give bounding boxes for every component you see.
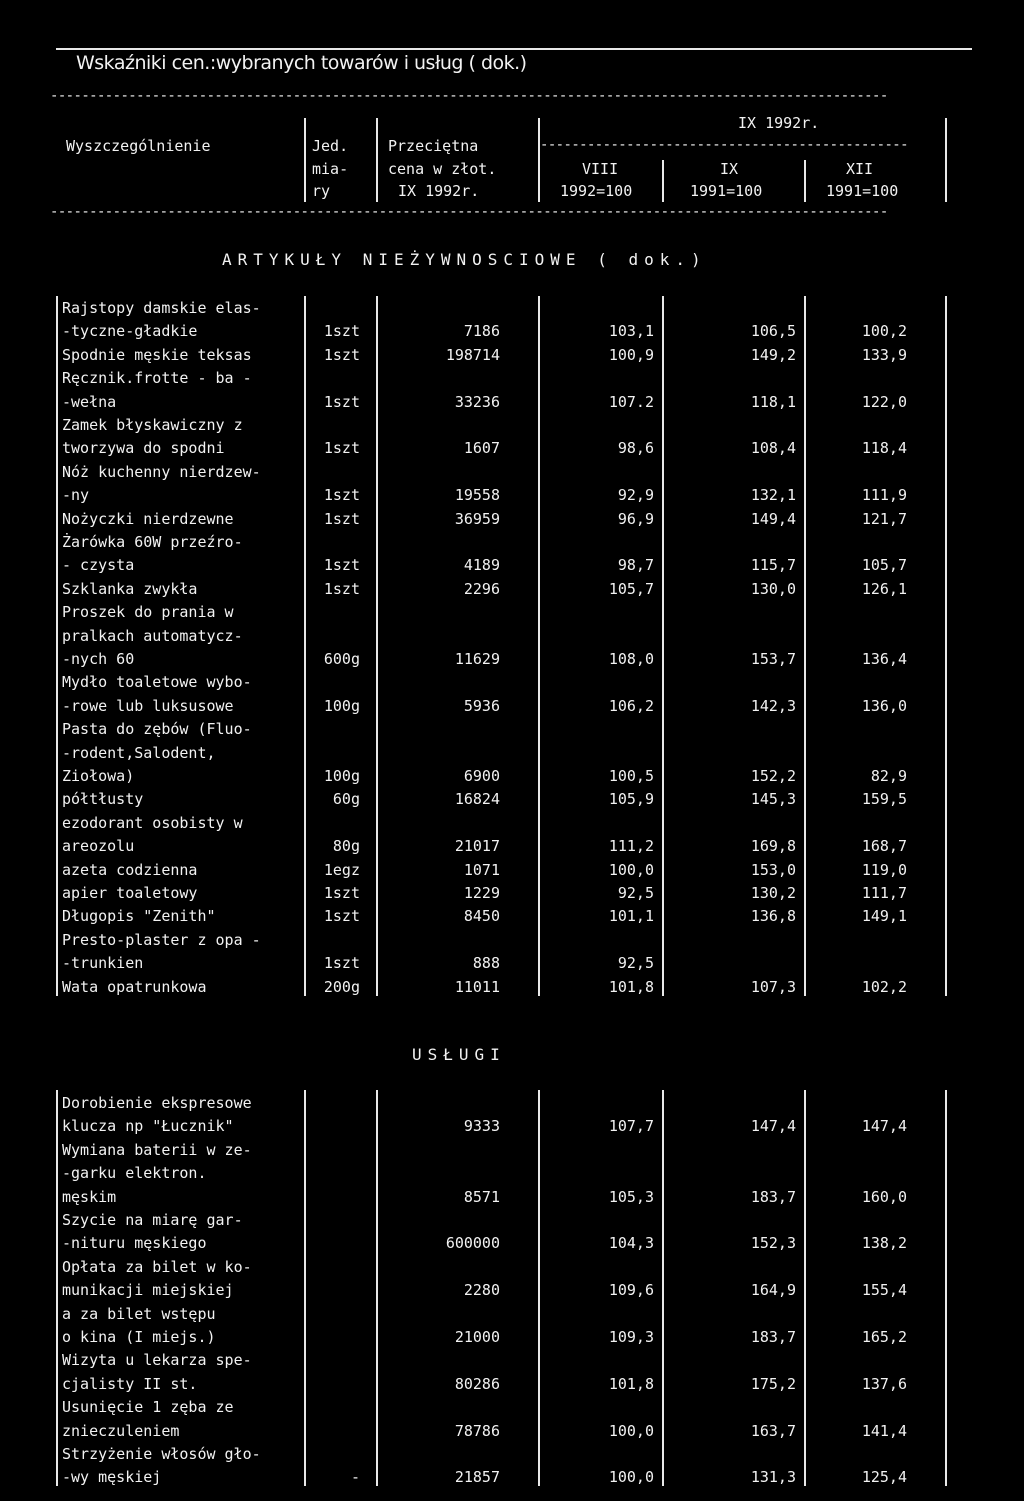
- cell-index-viii-1992: 111,2: [608, 837, 654, 856]
- cell-avg-price: 21017: [454, 837, 500, 856]
- cell-avg-price: 888: [472, 954, 500, 973]
- column-divider-nonfood-4: [662, 296, 664, 996]
- cell-index-ix-1991: 115,7: [750, 556, 796, 575]
- header-divider-2: [538, 118, 540, 202]
- cell-item-name: -rodent,Salodent,: [62, 743, 216, 762]
- table-row: [0, 1422, 1024, 1445]
- cell-item-name: pralkach automatycz-: [62, 626, 243, 645]
- header-divider-0: [304, 118, 306, 202]
- cell-avg-price: 4189: [463, 556, 500, 575]
- column-divider-nonfood-6: [945, 296, 947, 996]
- cell-item-name: klucza np "Łucznik": [62, 1117, 234, 1136]
- cell-item-name: -wy męskiej: [62, 1468, 162, 1487]
- cell-item-name: -trunkien: [62, 954, 144, 973]
- header-col-description: Wyszczególnienie: [66, 137, 211, 155]
- cell-index-xii-1991: 165,2: [861, 1328, 907, 1346]
- column-divider-services-4: [662, 1090, 664, 1486]
- cell-item-name: Żarówka 60W przeźro-: [62, 533, 243, 551]
- cell-item-name: Wata opatrunkowa: [62, 977, 207, 996]
- cell-index-ix-1991: 163,7: [750, 1421, 796, 1440]
- header-rule-top: -----------------------------------------------------------------------------------------------------------: [50, 88, 888, 104]
- cell-item-name: Ziołowa): [62, 767, 135, 785]
- table-row: [0, 1234, 1024, 1257]
- cell-index-xii-1991: 136,4: [861, 650, 907, 668]
- cell-index-viii-1992: 92,5: [617, 884, 654, 902]
- cell-index-ix-1991: 164,9: [750, 1281, 796, 1300]
- cell-unit: -: [350, 1468, 360, 1487]
- cell-index-viii-1992: 105,7: [608, 579, 654, 598]
- cell-item-name: munikacji miejskiej: [62, 1281, 234, 1300]
- cell-item-name: cjalisty II st.: [62, 1374, 198, 1393]
- cell-index-viii-1992: 101,1: [608, 907, 654, 926]
- cell-index-xii-1991: 138,2: [861, 1234, 907, 1253]
- cell-avg-price: 16824: [454, 790, 500, 809]
- cell-index-ix-1991: 149,2: [750, 345, 796, 364]
- cell-index-viii-1992: 106,2: [608, 696, 654, 715]
- table-row: [0, 1117, 1024, 1140]
- cell-unit: 200g: [323, 977, 360, 996]
- cell-index-xii-1991: 125,4: [861, 1468, 907, 1487]
- cell-item-name: Mydło toaletowe wybo-: [62, 673, 252, 692]
- cell-avg-price: 6900: [463, 767, 500, 785]
- table-row: [0, 1445, 1024, 1468]
- cell-item-name: Wymiana baterii w ze-: [62, 1140, 252, 1159]
- column-divider-services-0: [56, 1090, 58, 1486]
- table-row: [0, 1328, 1024, 1351]
- table-row: [0, 580, 1024, 603]
- cell-item-name: Długopis "Zenith": [62, 907, 216, 926]
- cell-item-name: Ręcznik.frotte - ba -: [62, 369, 252, 388]
- table-row: [0, 627, 1024, 650]
- table-row: [0, 1281, 1024, 1304]
- cell-index-xii-1991: 119,0: [861, 860, 907, 879]
- cell-index-ix-1991: 153,0: [750, 860, 796, 879]
- cell-unit: 1szt: [323, 954, 360, 973]
- cell-item-name: Szycie na miarę gar-: [62, 1211, 243, 1229]
- cell-item-name: -nituru męskiego: [62, 1234, 207, 1253]
- table-row: [0, 299, 1024, 322]
- cell-index-xii-1991: 137,6: [861, 1374, 907, 1393]
- top-rule: [56, 48, 972, 50]
- cell-avg-price: 8450: [463, 907, 500, 926]
- cell-index-viii-1992: 92,5: [617, 954, 654, 973]
- cell-unit: 1szt: [323, 486, 360, 505]
- table-row: [0, 931, 1024, 954]
- cell-item-name: -wełna: [62, 392, 117, 411]
- cell-unit: 1egz: [323, 860, 360, 879]
- cell-item-name: Nóż kuchenny nierdzew-: [62, 462, 261, 481]
- table-row: [0, 650, 1024, 673]
- table-row: [0, 767, 1024, 790]
- column-divider-services-5: [804, 1090, 806, 1486]
- cell-item-name: znieczuleniem: [62, 1421, 180, 1440]
- cell-item-name: Opłata za bilet w ko-: [62, 1257, 252, 1276]
- table-row: [0, 790, 1024, 813]
- header-col-xii-2: 1991=100: [826, 182, 899, 200]
- table-row: [0, 861, 1024, 884]
- cell-index-ix-1991: 107,3: [750, 977, 796, 996]
- cell-item-name: Proszek do prania w: [62, 603, 234, 622]
- cell-index-ix-1991: 136,8: [750, 907, 796, 926]
- cell-item-name: tworzywa do spodni: [62, 439, 225, 458]
- cell-item-name: ezodorant osobisty w: [62, 813, 243, 832]
- table-row: [0, 603, 1024, 626]
- cell-index-ix-1991: 118,1: [750, 392, 796, 411]
- cell-avg-price: 5936: [463, 696, 500, 715]
- cell-avg-price: 2280: [463, 1281, 500, 1300]
- cell-index-xii-1991: 168,7: [861, 837, 907, 856]
- cell-avg-price: 7186: [463, 322, 500, 341]
- cell-item-name: -rowe lub luksusowe: [62, 696, 234, 715]
- cell-index-ix-1991: 152,3: [750, 1234, 796, 1253]
- header-col-unit-2: mia-: [312, 160, 349, 178]
- column-divider-nonfood-2: [376, 296, 378, 996]
- cell-avg-price: 21857: [454, 1468, 500, 1487]
- cell-index-ix-1991: 183,7: [750, 1187, 796, 1206]
- cell-unit: 1szt: [323, 322, 360, 341]
- cell-index-ix-1991: 106,5: [750, 322, 796, 341]
- cell-index-xii-1991: 155,4: [861, 1281, 907, 1300]
- page-title: Wskaźniki cen.:wybranych towarów i usług ( dok.): [76, 52, 527, 74]
- cell-index-viii-1992: 98,6: [617, 439, 654, 458]
- cell-index-ix-1991: 183,7: [750, 1328, 796, 1346]
- table-row: [0, 1188, 1024, 1211]
- cell-index-viii-1992: 92,9: [617, 486, 654, 505]
- cell-item-name: - czysta: [62, 556, 135, 575]
- table-row: [0, 1211, 1024, 1234]
- cell-index-viii-1992: 107,7: [608, 1117, 654, 1136]
- cell-avg-price: 600000: [445, 1234, 500, 1253]
- cell-avg-price: 33236: [454, 392, 500, 411]
- column-divider-nonfood-1: [304, 296, 306, 996]
- cell-avg-price: 36959: [454, 509, 500, 528]
- header-col-price-3: IX 1992r.: [398, 182, 480, 200]
- table-row: [0, 416, 1024, 439]
- cell-index-ix-1991: 131,3: [750, 1468, 796, 1487]
- table-row: [0, 1468, 1024, 1491]
- column-divider-services-1: [304, 1090, 306, 1486]
- cell-item-name: a za bilet wstępu: [62, 1304, 216, 1323]
- cell-unit: 1szt: [323, 345, 360, 364]
- table-row: [0, 369, 1024, 392]
- cell-index-ix-1991: 132,1: [750, 486, 796, 505]
- cell-index-xii-1991: 105,7: [861, 556, 907, 575]
- cell-avg-price: 11011: [454, 977, 500, 996]
- cell-index-xii-1991: 126,1: [861, 579, 907, 598]
- cell-item-name: apier toaletowy: [62, 884, 198, 902]
- cell-avg-price: 1229: [463, 884, 500, 902]
- cell-unit: 1szt: [323, 509, 360, 528]
- cell-item-name: półtłusty: [62, 790, 144, 809]
- cell-index-ix-1991: 130,0: [750, 579, 796, 598]
- cell-item-name: Zamek błyskawiczny z: [62, 416, 243, 434]
- table-row: [0, 463, 1024, 486]
- header-col-price-2: cena w złot.: [388, 160, 497, 178]
- section-title-services: USŁUGI: [412, 1045, 506, 1064]
- cell-index-ix-1991: 153,7: [750, 650, 796, 668]
- column-divider-nonfood-5: [804, 296, 806, 996]
- cell-index-viii-1992: 108,0: [608, 650, 654, 668]
- header-divider-1: [376, 118, 378, 202]
- cell-index-ix-1991: 175,2: [750, 1374, 796, 1393]
- cell-unit: 1szt: [323, 579, 360, 598]
- cell-index-viii-1992: 103,1: [608, 322, 654, 341]
- table-row: [0, 1375, 1024, 1398]
- table-row: [0, 720, 1024, 743]
- cell-item-name: o kina (I miejs.): [62, 1328, 216, 1346]
- cell-item-name: azeta codzienna: [62, 860, 198, 879]
- table-row: [0, 1141, 1024, 1164]
- cell-unit: 1szt: [323, 439, 360, 458]
- cell-item-name: Usunięcie 1 zęba ze: [62, 1398, 234, 1417]
- cell-index-xii-1991: 160,0: [861, 1187, 907, 1206]
- cell-index-xii-1991: 121,7: [861, 509, 907, 528]
- table-row: [0, 556, 1024, 579]
- cell-index-ix-1991: 130,2: [750, 884, 796, 902]
- table-row: [0, 884, 1024, 907]
- cell-index-viii-1992: 105,9: [608, 790, 654, 809]
- table-row: [0, 1258, 1024, 1281]
- header-col-price-1: Przeciętna: [388, 137, 479, 155]
- cell-item-name: -nych 60: [62, 650, 135, 668]
- header-divider-3: [945, 118, 947, 202]
- cell-index-ix-1991: 145,3: [750, 790, 796, 809]
- cell-index-ix-1991: 149,4: [750, 509, 796, 528]
- table-row: [0, 1094, 1024, 1117]
- cell-item-name: -garku elektron.: [62, 1164, 207, 1183]
- cell-unit: 1szt: [323, 556, 360, 575]
- cell-avg-price: 198714: [445, 345, 500, 364]
- cell-index-xii-1991: 159,5: [861, 790, 907, 809]
- cell-avg-price: 11629: [454, 650, 500, 668]
- cell-item-name: -ny: [62, 486, 90, 505]
- cell-index-xii-1991: 102,2: [861, 977, 907, 996]
- cell-index-xii-1991: 82,9: [870, 767, 907, 785]
- cell-index-ix-1991: 169,8: [750, 837, 796, 856]
- cell-index-xii-1991: 100,2: [861, 322, 907, 341]
- cell-index-ix-1991: 108,4: [750, 439, 796, 458]
- table-row: [0, 1164, 1024, 1187]
- cell-avg-price: 19558: [454, 486, 500, 505]
- cell-avg-price: 8571: [463, 1187, 500, 1206]
- cell-index-viii-1992: 109,6: [608, 1281, 654, 1300]
- table-row: [0, 393, 1024, 416]
- column-divider-services-2: [376, 1090, 378, 1486]
- cell-item-name: Presto-plaster z opa -: [62, 930, 261, 949]
- header-group-rule: -----------------------------------------------: [540, 137, 908, 153]
- header-subdivider-1: [804, 160, 806, 202]
- cell-unit: 80g: [332, 837, 360, 856]
- table-row: [0, 439, 1024, 462]
- cell-index-ix-1991: 147,4: [750, 1117, 796, 1136]
- table-row: [0, 814, 1024, 837]
- header-col-xii-1: XII: [846, 160, 874, 178]
- cell-item-name: Rajstopy damskie elas-: [62, 299, 261, 317]
- cell-index-viii-1992: 100,9: [608, 345, 654, 364]
- header-col-viii-1: VIII: [582, 160, 619, 178]
- cell-avg-price: 1607: [463, 439, 500, 458]
- header-col-ix-1: IX: [720, 160, 739, 178]
- cell-index-ix-1991: 152,2: [750, 767, 796, 785]
- cell-index-xii-1991: 147,4: [861, 1117, 907, 1136]
- cell-item-name: areozolu: [62, 837, 135, 856]
- header-rule-bottom: -----------------------------------------------------------------------------------------------------------: [50, 204, 888, 220]
- cell-index-viii-1992: 104,3: [608, 1234, 654, 1253]
- table-row: [0, 533, 1024, 556]
- cell-avg-price: 2296: [463, 579, 500, 598]
- section-title-nonfood: ARTYKUŁY NIEŻYWNOSCIOWE ( dok.): [222, 250, 707, 269]
- cell-unit: 1szt: [323, 907, 360, 926]
- cell-item-name: męskim: [62, 1187, 117, 1206]
- header-col-viii-2: 1992=100: [560, 182, 633, 200]
- table-row: [0, 1398, 1024, 1421]
- cell-unit: 1szt: [323, 392, 360, 411]
- cell-item-name: Strzyżenie włosów gło-: [62, 1445, 261, 1463]
- cell-index-viii-1992: 101,8: [608, 977, 654, 996]
- cell-item-name: Dorobienie ekspresowe: [62, 1094, 252, 1112]
- cell-unit: 100g: [323, 696, 360, 715]
- cell-item-name: -tyczne-gładkie: [62, 322, 198, 341]
- cell-index-xii-1991: 111,9: [861, 486, 907, 505]
- table-row: [0, 907, 1024, 930]
- cell-item-name: Spodnie męskie teksas: [62, 345, 252, 364]
- cell-index-xii-1991: 122,0: [861, 392, 907, 411]
- header-subdivider-0: [662, 160, 664, 202]
- cell-index-xii-1991: 136,0: [861, 696, 907, 715]
- header-col-unit-3: ry: [312, 182, 331, 200]
- cell-index-viii-1992: 100,0: [608, 1421, 654, 1440]
- header-col-ix-2: 1991=100: [690, 182, 763, 200]
- cell-avg-price: 21000: [454, 1328, 500, 1346]
- cell-index-xii-1991: 133,9: [861, 345, 907, 364]
- cell-index-viii-1992: 100,0: [608, 860, 654, 879]
- cell-index-ix-1991: 142,3: [750, 696, 796, 715]
- table-row: [0, 954, 1024, 977]
- cell-index-viii-1992: 107.2: [608, 392, 654, 411]
- cell-index-xii-1991: 149,1: [861, 907, 907, 926]
- cell-index-xii-1991: 141,4: [861, 1421, 907, 1440]
- column-divider-services-3: [538, 1090, 540, 1486]
- table-row: [0, 346, 1024, 369]
- table-row: [0, 744, 1024, 767]
- cell-item-name: Nożyczki nierdzewne: [62, 509, 234, 528]
- column-divider-nonfood-0: [56, 296, 58, 996]
- table-row: [0, 978, 1024, 1001]
- table-row: [0, 1351, 1024, 1374]
- table-row: [0, 837, 1024, 860]
- cell-index-viii-1992: 101,8: [608, 1374, 654, 1393]
- cell-unit: 1szt: [323, 884, 360, 902]
- cell-avg-price: 80286: [454, 1374, 500, 1393]
- cell-index-xii-1991: 118,4: [861, 439, 907, 458]
- table-row: [0, 486, 1024, 509]
- table-row: [0, 322, 1024, 345]
- table-row: [0, 510, 1024, 533]
- cell-avg-price: 78786: [454, 1421, 500, 1440]
- column-divider-nonfood-3: [538, 296, 540, 996]
- cell-index-viii-1992: 100,0: [608, 1468, 654, 1487]
- cell-unit: 600g: [323, 650, 360, 668]
- cell-avg-price: 9333: [463, 1117, 500, 1136]
- cell-item-name: Wizyta u lekarza spe-: [62, 1351, 252, 1370]
- header-group-label: IX 1992r.: [738, 114, 820, 132]
- cell-unit: 100g: [323, 767, 360, 785]
- cell-index-viii-1992: 96,9: [617, 509, 654, 528]
- cell-index-viii-1992: 100,5: [608, 767, 654, 785]
- header-col-unit-1: Jed.: [312, 137, 349, 155]
- cell-index-viii-1992: 98,7: [617, 556, 654, 575]
- cell-index-xii-1991: 111,7: [861, 884, 907, 902]
- column-divider-services-6: [945, 1090, 947, 1486]
- table-row: [0, 697, 1024, 720]
- table-row: [0, 673, 1024, 696]
- cell-item-name: Szklanka zwykła: [62, 579, 198, 598]
- cell-index-viii-1992: 109,3: [608, 1328, 654, 1346]
- cell-avg-price: 1071: [463, 860, 500, 879]
- cell-unit: 60g: [332, 790, 360, 809]
- cell-index-viii-1992: 105,3: [608, 1187, 654, 1206]
- table-row: [0, 1305, 1024, 1328]
- cell-item-name: Pasta do zębów (Fluo-: [62, 720, 252, 739]
